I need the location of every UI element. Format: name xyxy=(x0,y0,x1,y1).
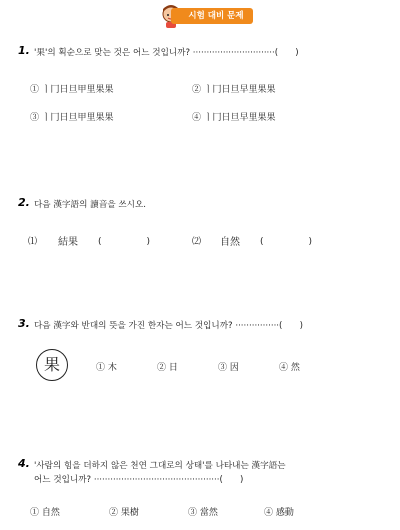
q2-item-2-number: ⑵ xyxy=(192,237,202,247)
section-banner: 시험 대비 문제 xyxy=(171,8,253,24)
q4-option-1[interactable]: ① 自然 xyxy=(30,508,60,518)
q2-item-2-answer-blank[interactable]: ( ) xyxy=(260,237,313,247)
q2-number: 2. xyxy=(18,196,30,209)
q1-option-4[interactable]: ④ ㅣ冂日旦早里果果 xyxy=(192,113,276,123)
q3-option-1[interactable]: ① 木 xyxy=(96,363,117,373)
q1-number: 1. xyxy=(18,44,30,57)
q1-option-1[interactable]: ① ㅣ冂日旦甲里果果 xyxy=(30,85,114,95)
q1-option-2[interactable]: ② ㅣ冂日旦早里果果 xyxy=(192,85,276,95)
q4-text-line2: 어느 것입니까? ··············································( ) xyxy=(34,475,244,485)
q4-option-2[interactable]: ② 果樹 xyxy=(109,508,139,518)
q1-text: '果'의 획순으로 맞는 것은 어느 것입니까? ······························( ) xyxy=(34,48,299,58)
q4-number: 4. xyxy=(18,457,30,470)
q3-option-3[interactable]: ③ 因 xyxy=(218,363,239,373)
q3-text: 다음 漢字와 반대의 뜻을 가진 한자는 어느 것입니까? ················( ) xyxy=(34,321,303,331)
q4-option-3[interactable]: ③ 當然 xyxy=(188,508,218,518)
q4-text-line1: '사람의 힘을 더하지 않은 천연 그대로의 상태'를 나타내는 漢字語는 xyxy=(34,461,286,471)
q2-text: 다음 漢字語의 讀音을 쓰시오. xyxy=(34,200,147,210)
q4-option-4[interactable]: ④ 感動 xyxy=(264,508,294,518)
q3-option-2[interactable]: ② 日 xyxy=(157,363,178,373)
q2-item-1-answer-blank[interactable]: ( ) xyxy=(98,237,151,247)
q3-circled-char: 果 xyxy=(36,349,68,381)
q2-item-1-word: 結果 xyxy=(58,237,78,248)
q3-number: 3. xyxy=(18,317,30,330)
q1-option-3[interactable]: ③ ㅣ冂日旦甲里果果 xyxy=(30,113,114,123)
q2-item-1-number: ⑴ xyxy=(28,237,38,247)
q3-option-4[interactable]: ④ 然 xyxy=(279,363,300,373)
q2-item-2-word: 自然 xyxy=(220,237,240,248)
